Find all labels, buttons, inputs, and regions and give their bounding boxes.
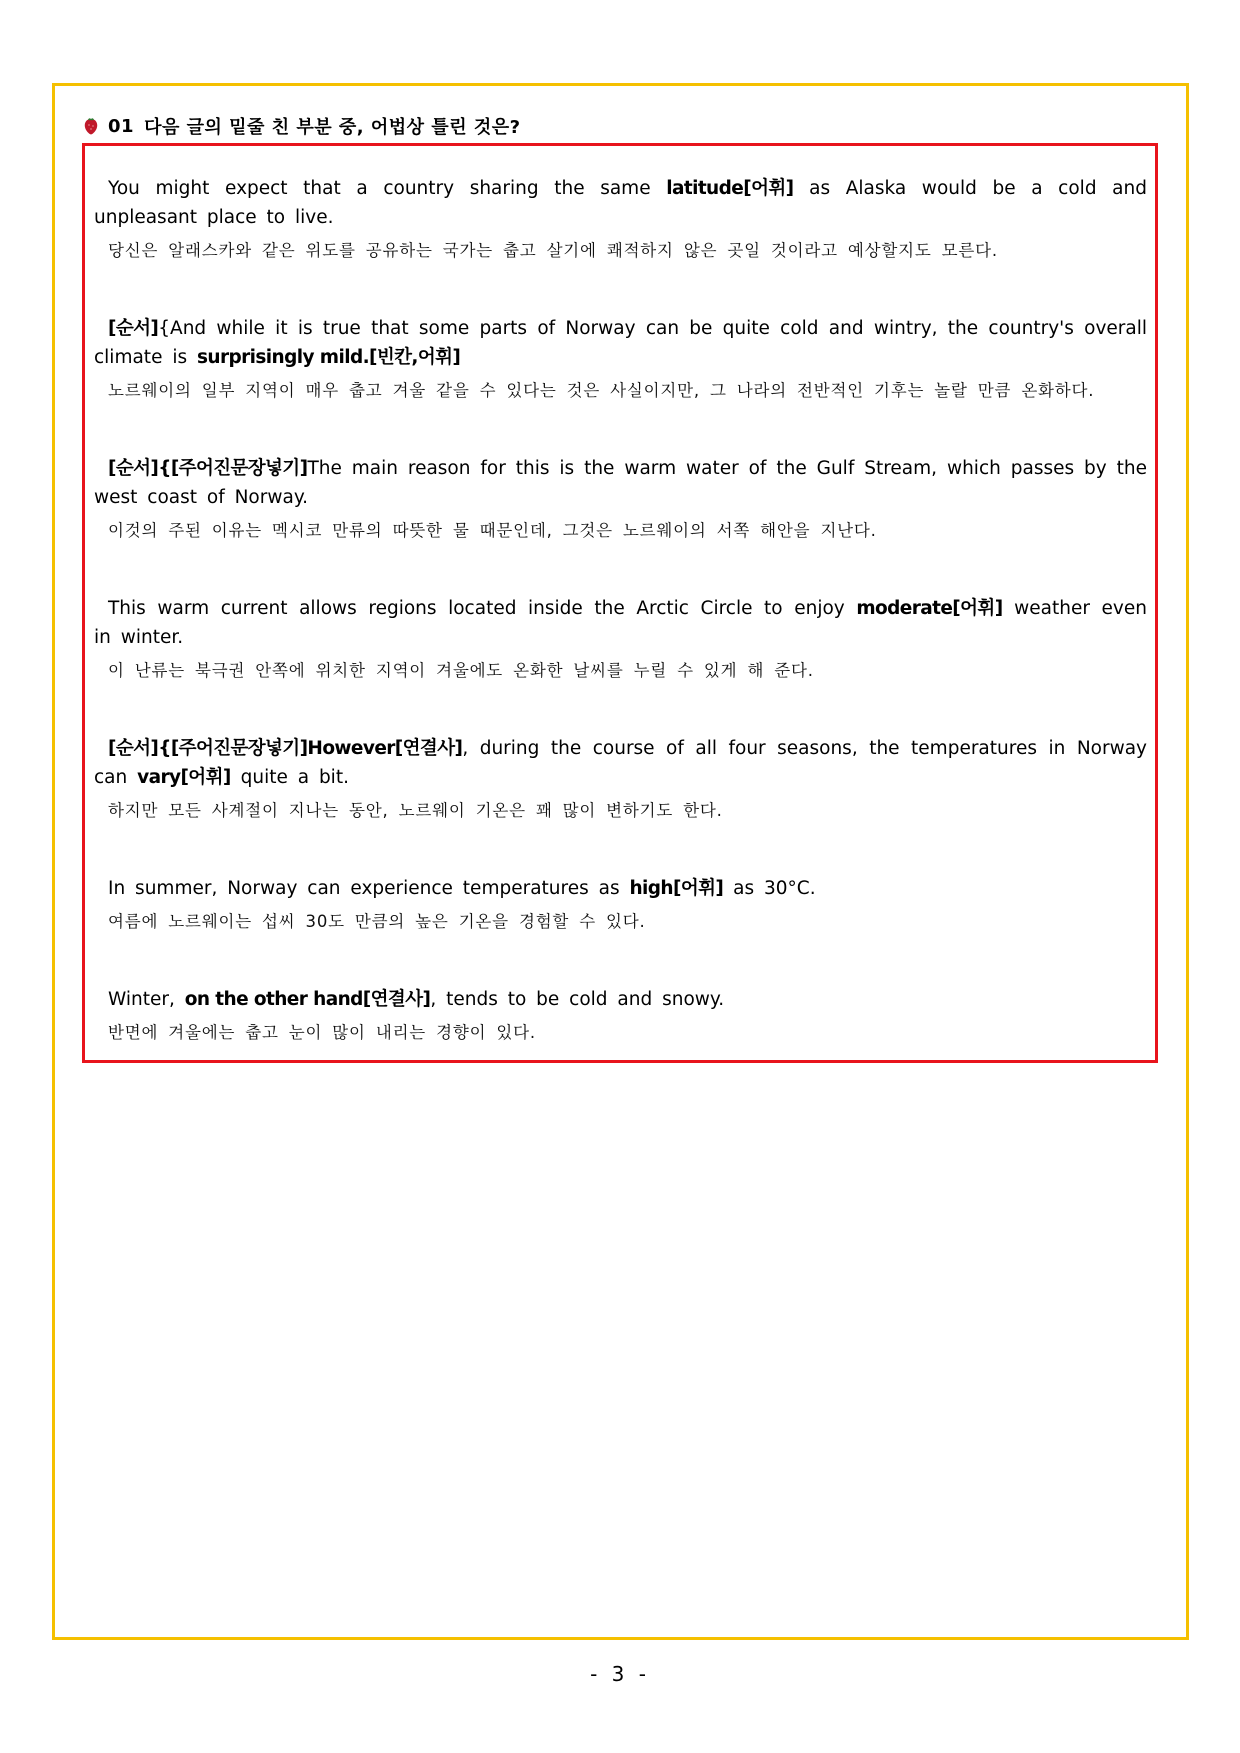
english-sentence bbox=[94, 314, 1147, 372]
sentence-text: {And while it is true that some parts of Norway can be quite cold and wintry, the country's overall climate is bbox=[94, 318, 1147, 368]
passage-paragraph bbox=[94, 174, 1147, 266]
sentence-text: as Alaska would be a cold and unpleasant place to live. bbox=[94, 178, 1147, 228]
annotated-term: [순서]{[주어진문장넣기] bbox=[108, 458, 308, 479]
english-sentence bbox=[94, 985, 1147, 1014]
sentence-text: This warm current allows regions located inside the Arctic Circle to enjoy bbox=[108, 598, 857, 619]
korean-translation: 이것의 주된 이유는 멕시코 만류의 따뜻한 물 때문인데, 그것은 노르웨이의 서쪽 해안을 지난다. bbox=[108, 521, 877, 540]
sentence-text: You might expect that a country sharing the same bbox=[108, 178, 667, 199]
english-sentence bbox=[94, 734, 1147, 792]
page-number: - 3 - bbox=[590, 1662, 650, 1686]
english-sentence bbox=[94, 454, 1147, 512]
sentence-text: , during the course of all four seasons, the temperatures in Norway can bbox=[94, 738, 1147, 788]
korean-translation: 하지만 모든 사계절이 지나는 동안, 노르웨이 기온은 꽤 많이 변하기도 한다. bbox=[108, 801, 723, 820]
sentence-text: In summer, Norway can experience temperatures as bbox=[108, 878, 630, 899]
english-sentence bbox=[94, 174, 1147, 232]
sentence-text: The main reason for this is the warm water of the Gulf Stream, which passes by the west coast of Norway. bbox=[94, 458, 1147, 508]
korean-translation: 노르웨이의 일부 지역이 매우 춥고 겨울 같을 수 있다는 것은 사실이지만, 그 나라의 전반적인 기후는 놀랄 만큼 온화하다. bbox=[108, 381, 1095, 400]
sentence-text: weather even in winter. bbox=[94, 598, 1147, 648]
annotated-term: vary[어휘] bbox=[137, 767, 231, 788]
english-sentence bbox=[94, 874, 1147, 903]
korean-translation: 반면에 겨울에는 춥고 눈이 많이 내리는 경향이 있다. bbox=[108, 1023, 536, 1042]
sentence-text: quite a bit. bbox=[230, 767, 349, 788]
korean-translation: 이 난류는 북극권 안쪽에 위치한 지역이 겨울에도 온화한 날씨를 누릴 수 있게 해 준다. bbox=[108, 661, 814, 680]
annotated-term: moderate[어휘] bbox=[856, 598, 1003, 619]
english-sentence bbox=[94, 594, 1147, 652]
question-prompt: 다음 글의 밑줄 친 부분 중, 어법상 틀린 것은? bbox=[144, 117, 521, 138]
passage-paragraph bbox=[94, 874, 1147, 937]
question-header bbox=[84, 112, 521, 140]
korean-translation: 여름에 노르웨이는 섭씨 30도 만큼의 높은 기온을 경험할 수 있다. bbox=[108, 912, 646, 931]
passage-paragraph bbox=[94, 314, 1147, 406]
passage-paragraph bbox=[94, 734, 1147, 826]
sentence-text: , tends to be cold and snowy. bbox=[430, 989, 725, 1010]
annotated-term: [순서]{[주어진문장넣기]However[연결사] bbox=[108, 738, 463, 759]
passage-paragraph bbox=[94, 985, 1147, 1048]
annotated-term: high[어휘] bbox=[629, 878, 724, 899]
passage-paragraph bbox=[94, 594, 1147, 686]
question-number: 01 bbox=[108, 115, 135, 137]
korean-translation: 당신은 알래스카와 같은 위도를 공유하는 국가는 춥고 살기에 쾌적하지 않은 곳일 것이라고 예상할지도 모른다. bbox=[108, 241, 998, 260]
sentence-text: Winter, bbox=[108, 989, 185, 1010]
passage-box bbox=[82, 143, 1158, 1063]
passage-paragraph bbox=[94, 454, 1147, 546]
sentence-text: as 30°C. bbox=[723, 878, 816, 899]
annotated-term: [순서] bbox=[108, 318, 159, 339]
strawberry-bullet-icon bbox=[84, 117, 98, 135]
annotated-term: latitude[어휘] bbox=[666, 178, 794, 199]
annotated-term: surprisingly mild.[빈칸,어휘] bbox=[196, 347, 461, 368]
annotated-term: on the other hand[연결사] bbox=[184, 989, 431, 1010]
